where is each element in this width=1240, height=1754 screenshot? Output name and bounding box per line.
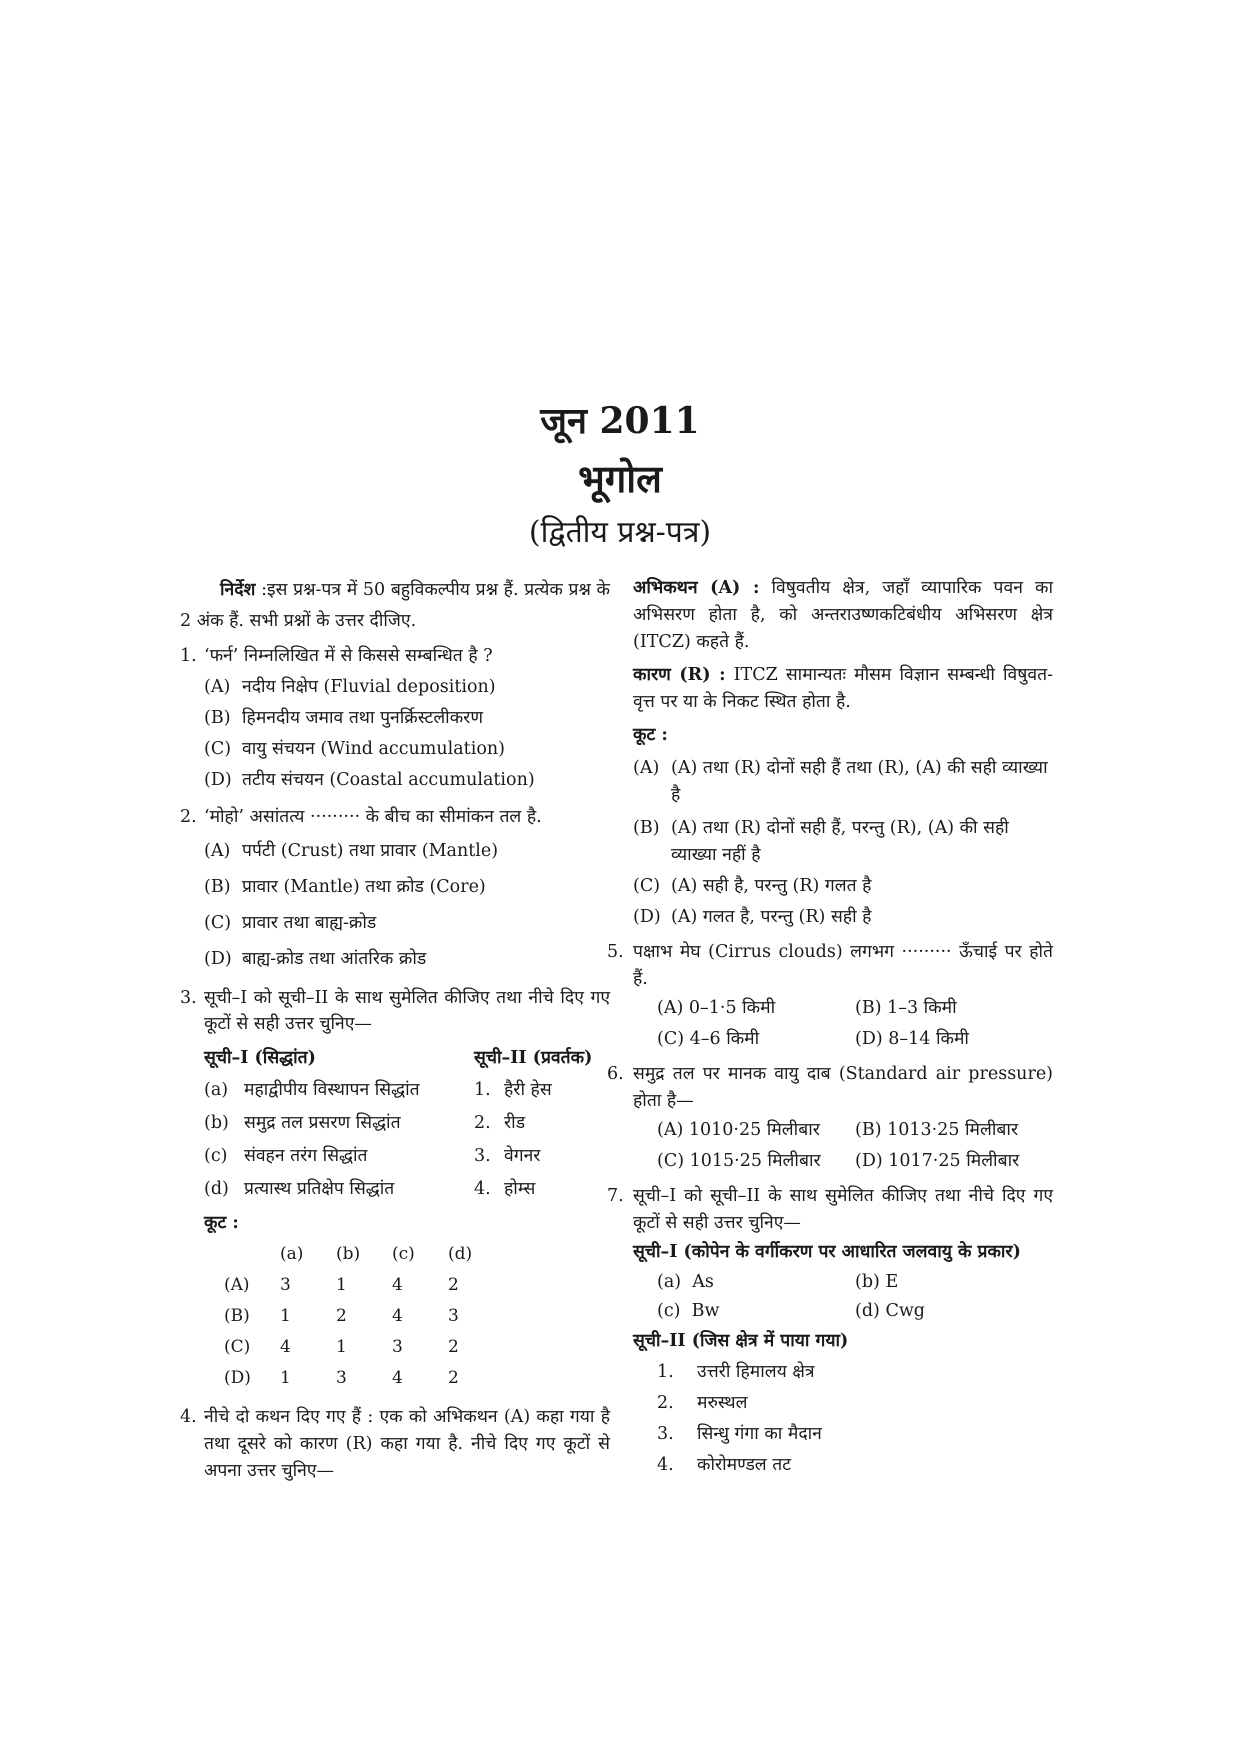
q5-option-c bbox=[657, 1024, 855, 1055]
q6-option-d bbox=[855, 1146, 1053, 1177]
kut-row bbox=[224, 1363, 504, 1394]
instructions-label: निर्देश bbox=[220, 580, 256, 600]
option-text: हिमनदीय जमाव तथा पुनर्क्रिस्टलीकरण bbox=[242, 708, 483, 728]
item-text: सिन्धु गंगा का मैदान bbox=[697, 1424, 822, 1444]
kut-cell: 2 bbox=[448, 1368, 459, 1388]
row-num: 3. bbox=[474, 1146, 491, 1166]
kut-col-header: (b) bbox=[336, 1244, 361, 1264]
q1-option-a bbox=[180, 672, 610, 703]
q7-list1-item-d bbox=[855, 1297, 1053, 1326]
option-text: नदीय निक्षेप (Fluvial deposition) bbox=[242, 677, 496, 697]
question-number: 7. bbox=[607, 1186, 624, 1206]
q3-match-row bbox=[180, 1173, 610, 1206]
q5-options-row-2 bbox=[633, 1024, 1053, 1055]
option-text: पर्पटी (Crust) तथा प्रावार (Mantle) bbox=[242, 841, 499, 861]
kut-option: (D) bbox=[224, 1368, 251, 1388]
option-text: (A) गलत है, परन्तु (R) सही है bbox=[671, 907, 872, 927]
option-letter: (C) bbox=[657, 1151, 685, 1171]
item-text: कोरोमण्डल तट bbox=[697, 1455, 792, 1475]
q3-kut-label: कूट : bbox=[204, 1213, 239, 1233]
kut-cell: 4 bbox=[392, 1275, 403, 1295]
option-text: (A) सही है, परन्तु (R) गलत है bbox=[671, 876, 872, 896]
paper-title: (द्वितीय प्रश्न-पत्र) bbox=[528, 515, 712, 550]
question-3 bbox=[180, 985, 610, 1037]
option-letter: (D) bbox=[855, 1029, 883, 1049]
kut-cell: 1 bbox=[336, 1337, 347, 1357]
option-text: 1010·25 मिलीबार bbox=[688, 1120, 820, 1140]
option-text: बाह्य-क्रोड तथा आंतरिक क्रोड bbox=[242, 949, 427, 969]
option-letter: (D) bbox=[855, 1151, 883, 1171]
q4-kut-label: कूट : bbox=[633, 725, 668, 745]
kut-cell: 1 bbox=[280, 1368, 291, 1388]
instructions bbox=[180, 575, 610, 637]
item-text: E bbox=[885, 1272, 899, 1292]
q5-option-d bbox=[855, 1024, 1053, 1055]
item-text: As bbox=[692, 1272, 714, 1292]
option-letter: (A) bbox=[633, 758, 660, 778]
kut-cell: 4 bbox=[392, 1306, 403, 1326]
q7-list1-item-b bbox=[855, 1268, 1053, 1297]
q3-match-row bbox=[180, 1107, 610, 1140]
kut-cell: 1 bbox=[280, 1306, 291, 1326]
question-6 bbox=[607, 1061, 1053, 1115]
row-left: संवहन तरंग सिद्धांत bbox=[244, 1146, 368, 1166]
q5-options-row-1 bbox=[633, 993, 1053, 1024]
item-letter: (b) bbox=[855, 1272, 880, 1292]
kut-cell: 4 bbox=[392, 1368, 403, 1388]
question-text: ‘मोहो’ असांतत्य ········· के बीच का सीमांकन तल है. bbox=[204, 807, 542, 827]
q7-list1-row-2 bbox=[633, 1297, 1053, 1326]
row-right: होम्स bbox=[504, 1179, 536, 1199]
row-letter: (c) bbox=[204, 1146, 228, 1166]
kut-option: (B) bbox=[224, 1306, 250, 1326]
option-text: 1017·25 मिलीबार bbox=[888, 1151, 1020, 1171]
q4-assertion bbox=[633, 575, 1053, 656]
q7-list2-item bbox=[633, 1419, 1053, 1450]
kut-row bbox=[224, 1301, 504, 1332]
question-2 bbox=[180, 802, 610, 833]
option-letter: (A) bbox=[204, 677, 231, 697]
item-text: मरुस्थल bbox=[697, 1393, 748, 1413]
option-letter: (A) bbox=[657, 998, 684, 1018]
q2-option-a bbox=[180, 833, 610, 869]
question-4 bbox=[180, 1404, 610, 1485]
q3-match-row bbox=[180, 1140, 610, 1173]
row-left: प्रत्यास्थ प्रतिक्षेप सिद्धांत bbox=[244, 1179, 395, 1199]
item-number: 3. bbox=[657, 1424, 674, 1444]
row-letter: (b) bbox=[204, 1113, 229, 1133]
kut-option: (A) bbox=[224, 1275, 250, 1295]
kut-cell: 2 bbox=[448, 1275, 459, 1295]
q4-option-c bbox=[633, 871, 1053, 902]
q7-list1-item-c bbox=[657, 1297, 855, 1326]
question-number: 2. bbox=[180, 807, 197, 827]
kut-cell: 2 bbox=[336, 1306, 347, 1326]
item-letter: (d) bbox=[855, 1301, 880, 1321]
right-column bbox=[607, 575, 1054, 1481]
question-text: ‘फर्न’ निम्नलिखित में से किससे सम्बन्धित है ? bbox=[204, 646, 493, 666]
q4-option-a bbox=[633, 755, 1053, 809]
kut-option: (C) bbox=[224, 1337, 251, 1357]
q3-list-headers bbox=[180, 1043, 610, 1074]
question-5 bbox=[607, 939, 1053, 993]
question-text: समुद्र तल पर मानक वायु दाब (Standard air pressure) होता है— bbox=[633, 1064, 1053, 1111]
option-letter: (D) bbox=[633, 907, 661, 927]
list2-heading: सूची–II (प्रवर्तक) bbox=[474, 1048, 593, 1068]
kut-cell: 3 bbox=[280, 1275, 291, 1295]
q3-answer-key-table bbox=[224, 1239, 504, 1394]
item-text: Bw bbox=[691, 1301, 720, 1321]
q7-list2-item bbox=[633, 1450, 1053, 1481]
subject-title: भूगोल bbox=[578, 456, 662, 501]
q7-list1-heading: सूची–I (कोपेन के वर्गीकरण पर आधारित जलवायु के प्रकार) bbox=[633, 1242, 1021, 1262]
kut-cell: 2 bbox=[448, 1337, 459, 1357]
question-number: 5. bbox=[607, 942, 624, 962]
option-letter: (B) bbox=[633, 818, 660, 838]
row-letter: (a) bbox=[204, 1080, 229, 1100]
option-text: तटीय संचयन (Coastal accumulation) bbox=[242, 770, 535, 790]
kut-cell: 1 bbox=[336, 1275, 347, 1295]
option-text: 4–6 किमी bbox=[689, 1029, 760, 1049]
q3-match-row bbox=[180, 1074, 610, 1107]
option-text: 8–14 किमी bbox=[888, 1029, 969, 1049]
q6-option-c bbox=[657, 1146, 855, 1177]
q4-option-d bbox=[633, 902, 1053, 933]
assertion-text: विषुवतीय क्षेत्र, जहाँ व्यापारिक पवन का अभिसरण होता है, को अन्तराउष्णकटिबंधीय अभिसरण क्षेत्र (ITCZ) कहते हैं. bbox=[633, 578, 1053, 652]
q7-list2-item bbox=[633, 1388, 1053, 1419]
q6-options-row-2 bbox=[633, 1146, 1053, 1177]
left-column bbox=[180, 575, 610, 1485]
option-text: प्रावार तथा बाह्य-क्रोड bbox=[242, 913, 377, 933]
assertion-label: अभिकथन (A) : bbox=[633, 578, 760, 598]
question-7 bbox=[607, 1183, 1053, 1237]
option-letter: (B) bbox=[855, 1120, 882, 1140]
option-letter: (B) bbox=[204, 877, 231, 897]
option-text: (A) तथा (R) दोनों सही हैं तथा (R), (A) की सही व्याख्या है bbox=[671, 758, 1048, 805]
option-text: (A) तथा (R) दोनों सही हैं, परन्तु (R), (A) की सही व्याख्या नहीं है bbox=[671, 818, 1009, 865]
row-right: रीड bbox=[504, 1113, 526, 1133]
option-letter: (C) bbox=[204, 739, 232, 759]
q2-option-d bbox=[180, 941, 610, 977]
option-letter: (B) bbox=[855, 998, 882, 1018]
question-number: 4. bbox=[180, 1407, 197, 1427]
option-text: 1–3 किमी bbox=[887, 998, 957, 1018]
q1-option-b bbox=[180, 703, 610, 734]
option-letter: (A) bbox=[204, 841, 231, 861]
q2-option-c bbox=[180, 905, 610, 941]
kut-col-header: (a) bbox=[280, 1244, 304, 1264]
item-letter: (a) bbox=[657, 1272, 682, 1292]
question-text: सूची–I को सूची–II के साथ सुमेलित कीजिए तथा नीचे दिए गए कूटों से सही उत्तर चुनिए— bbox=[633, 1186, 1053, 1233]
q4-option-b bbox=[633, 815, 1053, 869]
reason-label: कारण (R) : bbox=[633, 665, 726, 685]
item-number: 2. bbox=[657, 1393, 674, 1413]
q6-option-b bbox=[855, 1115, 1053, 1146]
kut-row bbox=[224, 1332, 504, 1363]
question-number: 1. bbox=[180, 646, 197, 666]
list1-heading: सूची–I (सिद्धांत) bbox=[204, 1048, 316, 1068]
q1-option-c bbox=[180, 734, 610, 765]
option-text: वायु संचयन (Wind accumulation) bbox=[242, 739, 505, 759]
row-left: महाद्वीपीय विस्थापन सिद्धांत bbox=[244, 1080, 420, 1100]
option-letter: (B) bbox=[204, 708, 231, 728]
option-letter: (C) bbox=[633, 876, 661, 896]
item-number: 1. bbox=[657, 1362, 674, 1382]
q7-list2-item bbox=[633, 1357, 1053, 1388]
question-text: सूची–I को सूची–II के साथ सुमेलित कीजिए तथा नीचे दिए गए कूटों से सही उत्तर चुनिए— bbox=[204, 988, 610, 1034]
row-num: 1. bbox=[474, 1080, 491, 1100]
kut-col-header: (c) bbox=[392, 1244, 415, 1264]
kut-cell: 4 bbox=[280, 1337, 291, 1357]
option-letter: (D) bbox=[204, 770, 232, 790]
option-text: 1015·25 मिलीबार bbox=[689, 1151, 821, 1171]
kut-cell: 3 bbox=[336, 1368, 347, 1388]
option-text: 0–1·5 किमी bbox=[688, 998, 776, 1018]
question-text: पक्षाभ मेघ (Cirrus clouds) लगभग ········· ऊँचाई पर होते हैं. bbox=[633, 942, 1053, 989]
q5-option-b bbox=[855, 993, 1053, 1024]
item-text: उत्तरी हिमालय क्षेत्र bbox=[697, 1362, 815, 1382]
row-left: समुद्र तल प्रसरण सिद्धांत bbox=[244, 1113, 401, 1133]
option-letter: (C) bbox=[204, 913, 232, 933]
item-text: Cwg bbox=[885, 1301, 926, 1321]
exam-year: जून 2011 bbox=[540, 400, 700, 442]
q7-list2-heading: सूची–II (जिस क्षेत्र में पाया गया) bbox=[633, 1331, 849, 1351]
q5-option-a bbox=[657, 993, 855, 1024]
kut-cell: 3 bbox=[392, 1337, 403, 1357]
kut-col-header: (d) bbox=[448, 1244, 473, 1264]
question-1 bbox=[180, 641, 610, 672]
kut-cell: 3 bbox=[448, 1306, 459, 1326]
q4-reason bbox=[633, 662, 1053, 716]
question-text: नीचे दो कथन दिए गए हैं : एक को अभिकथन (A) कहा गया है तथा दूसरे को कारण (R) कहा गया है. नीचे दिए गए कूटों से अपना उत्तर चुनिए— bbox=[204, 1407, 610, 1481]
q2-option-b bbox=[180, 869, 610, 905]
q6-option-a bbox=[657, 1115, 855, 1146]
row-num: 4. bbox=[474, 1179, 491, 1199]
kut-row bbox=[224, 1270, 504, 1301]
question-number: 6. bbox=[607, 1064, 624, 1084]
q1-option-d bbox=[180, 765, 610, 796]
kut-header-row bbox=[224, 1239, 504, 1270]
row-right: हैरी हेस bbox=[504, 1080, 552, 1100]
option-letter: (A) bbox=[657, 1120, 684, 1140]
row-num: 2. bbox=[474, 1113, 491, 1133]
row-right: वेगनर bbox=[504, 1146, 541, 1166]
instructions-text: :इस प्रश्न-पत्र में 50 बहुविकल्पीय प्रश्न हैं. प्रत्येक प्रश्न के 2 अंक हैं. सभी प्रश्नों के उत्तर दीजिए. bbox=[180, 580, 610, 631]
q7-list1-item-a bbox=[657, 1268, 855, 1297]
option-letter: (D) bbox=[204, 949, 232, 969]
item-number: 4. bbox=[657, 1455, 674, 1475]
option-text: 1013·25 मिलीबार bbox=[887, 1120, 1019, 1140]
row-letter: (d) bbox=[204, 1179, 229, 1199]
option-text: प्रावार (Mantle) तथा क्रोड (Core) bbox=[242, 877, 486, 897]
reason-text: ITCZ सामान्यतः मौसम विज्ञान सम्बन्धी विषुवत-वृत्त पर या के निकट स्थित होता है. bbox=[633, 665, 1054, 712]
option-letter: (C) bbox=[657, 1029, 685, 1049]
q7-list1-row-1 bbox=[633, 1268, 1053, 1297]
q6-options-row-1 bbox=[633, 1115, 1053, 1146]
item-letter: (c) bbox=[657, 1301, 681, 1321]
question-number: 3. bbox=[180, 988, 197, 1008]
